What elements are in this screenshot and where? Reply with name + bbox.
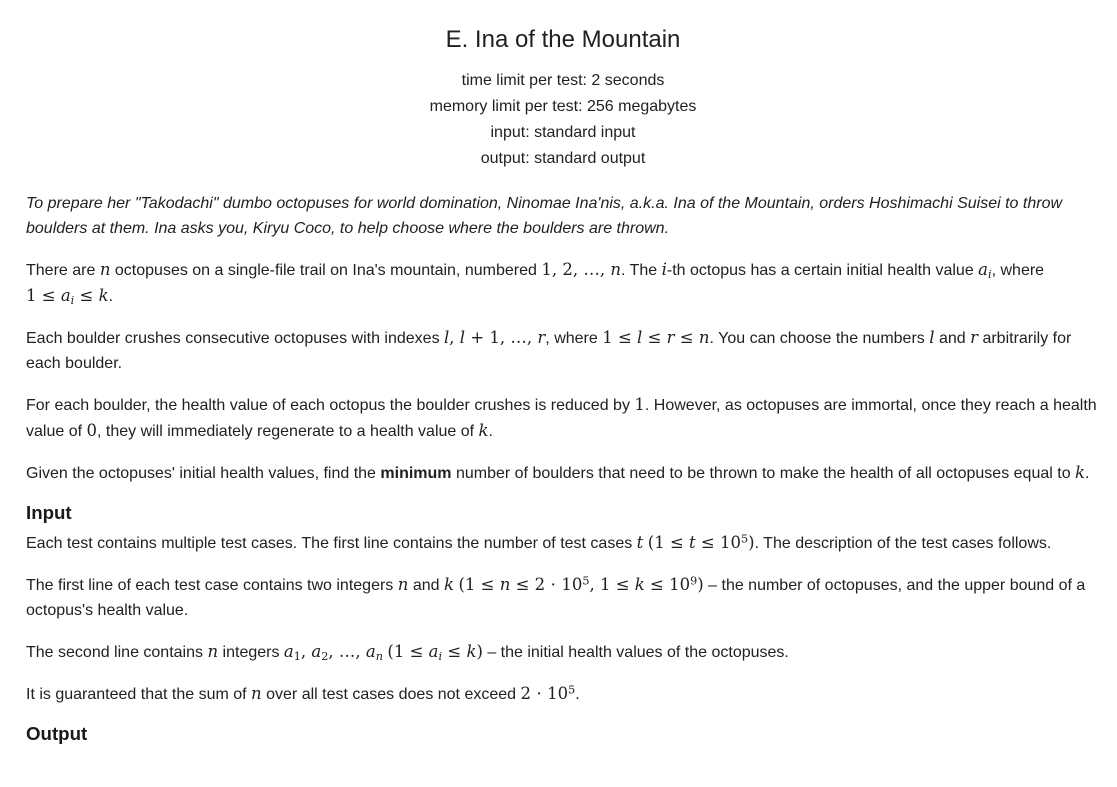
math-expression: n xyxy=(207,642,219,661)
math-expression: 1 xyxy=(634,395,645,414)
math-expression: ($1 \le n \le 2 \cdot 10^5$, $1 \le k \le 10^9$) xyxy=(458,574,704,594)
math-expression: r xyxy=(970,328,978,347)
math-expression: 1, 2, …, n xyxy=(541,260,621,279)
math-expression: l, l + 1, …, r xyxy=(444,328,546,347)
statement-paragraph: Each test contains multiple test cases. The first line contains the number of test cases t $(1 \le t \le 10^5)$. The description of the test cases follows. xyxy=(26,532,1052,552)
math-expression: $(1 \le a_i \le k)$ xyxy=(387,642,483,663)
statement-paragraph: For each boulder, the health value of each octopus the boulder crushes is reduced by 1. However, as octopuses are immortal, once they reach a health value of 0, they will immediately regenerate to a health value of k. xyxy=(26,395,1097,440)
statement-body xyxy=(26,191,1100,745)
math-expression: $2 \cdot 10^5$ xyxy=(520,683,576,703)
math-expression: $a_1$, $a_2$, …, $a_n$ xyxy=(283,642,383,663)
problem-title: E. Ina of the Mountain xyxy=(445,26,681,53)
time-limit: time limit per test: 2 seconds xyxy=(461,72,665,89)
math-expression: n xyxy=(397,575,409,594)
section-heading-input: Input xyxy=(26,502,72,523)
math-expression: k xyxy=(443,575,454,594)
statement-paragraph: The second line contains n integers $a_1$, $a_2$, …, $a_n$ $(1 \le a_i \le k)$ – the initial health values of the octopuses. xyxy=(26,642,789,663)
math-expression: $1 \le a_i \le k$ xyxy=(26,286,109,307)
statement-paragraph: Each boulder crushes consecutive octopuses with indexes l, l + 1, …, r, where 1 ≤ l ≤ r ≤ n. You can choose the numbers l and r arbitrarily for each boulder. xyxy=(26,328,1072,372)
section-heading-output: Output xyxy=(26,723,88,744)
math-expression: k xyxy=(1075,463,1086,482)
output-spec: output: standard output xyxy=(480,150,646,167)
math-expression: t xyxy=(636,533,644,552)
legend-paragraph: To prepare her "Takodachi" dumbo octopuses for world domination, Ninomae Ina'nis, a.k.a. Ina of the Mountain, orders Hoshimachi Suisei to throw boulders at them. Ina asks you, Kiryu Coco, to help choose where the boulders are thrown. xyxy=(26,195,1063,237)
math-expression: $(1 \le t \le 10^5)$ xyxy=(647,532,755,552)
statement-paragraph: There are n octopuses on a single-file trail on Ina's mountain, numbered 1, 2, …, n. The i-th octopus has a certain initial health value $a_i$, where $1 \le a_i \le k$. xyxy=(26,260,1045,307)
math-expression: n xyxy=(251,684,262,703)
math-expression: 1 ≤ l ≤ r ≤ n xyxy=(602,328,710,347)
math-expression: n xyxy=(99,260,111,279)
statement-paragraph: The first line of each test case contains two integers n and k ($1 \le n \le 2 \cdot 10^5$, $1 \le k \le 10^9$) – the number of octopuses, and the upper bound of a octopus's health value. xyxy=(26,574,1086,619)
input-spec: input: standard input xyxy=(490,124,636,141)
memory-limit: memory limit per test: 256 megabytes xyxy=(429,98,697,115)
statement-paragraph: It is guaranteed that the sum of n over all test cases does not exceed $2 \cdot 10^5$. xyxy=(26,683,580,703)
math-expression: $a_i$ xyxy=(978,260,992,281)
statement-paragraph: Given the octopuses' initial health values, find the minimum number of boulders that need to be thrown to make the health of all octopuses equal to k. xyxy=(26,463,1090,482)
problem-meta xyxy=(26,68,1100,172)
math-expression: k xyxy=(478,421,489,440)
math-expression: i xyxy=(661,260,667,279)
math-expression: l xyxy=(929,328,935,347)
math-expression: 0 xyxy=(86,421,97,440)
